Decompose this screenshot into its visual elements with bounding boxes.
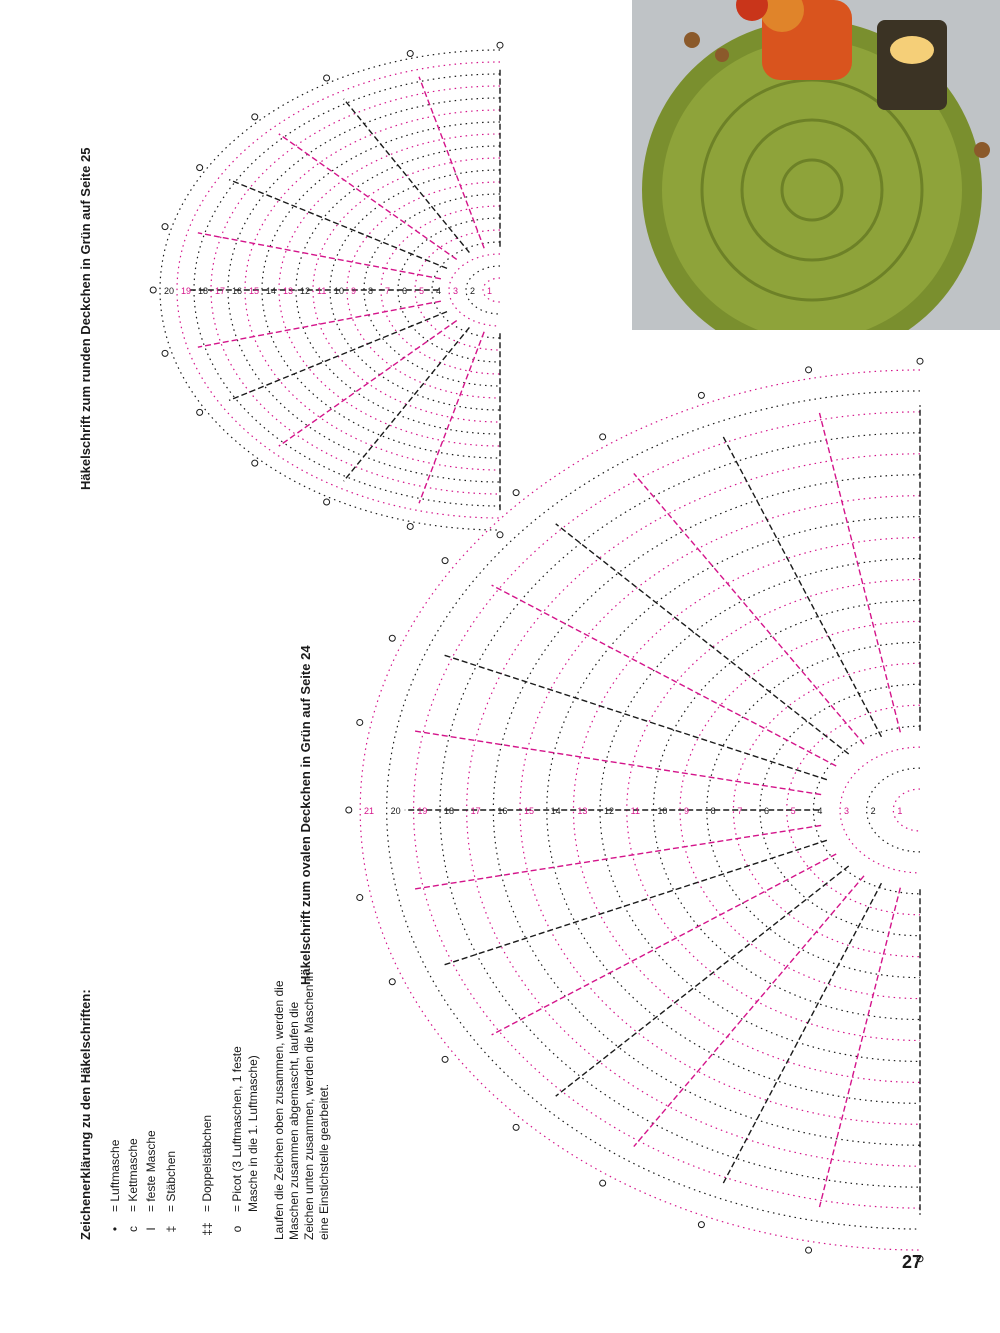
oval-spoke: [819, 413, 900, 732]
oval-round-label: 21: [364, 806, 375, 816]
oval-spoke: [819, 888, 900, 1207]
oval-picot: [917, 358, 923, 364]
oval-spoke: [415, 825, 821, 889]
round-picot: [162, 350, 168, 356]
oval-round-label: 3: [844, 806, 850, 816]
round-round-label: 15: [249, 286, 260, 296]
round-round-label: 6: [402, 286, 408, 296]
oval-round-label: 14: [550, 806, 561, 816]
round-spoke: [419, 77, 484, 249]
round-picot: [407, 523, 413, 529]
round-picot: [252, 460, 258, 466]
round-spoke: [279, 321, 457, 447]
oval-round-label: 13: [577, 806, 588, 816]
oval-round-label: 18: [444, 806, 455, 816]
oval-picot: [389, 635, 395, 641]
round-round-label: 19: [181, 286, 192, 296]
oval-picot: [513, 1124, 519, 1130]
round-chart-title: Häkelschrift zum runden Deckchen in Grün auf Seite 25: [78, 147, 93, 490]
round-round-label: 9: [351, 286, 357, 296]
round-picot: [162, 224, 168, 230]
round-picot: [252, 114, 258, 120]
legend-item-picot-cont: Masche in die 1. Luftmasche): [246, 1055, 260, 1212]
round-crochet-chart: [120, 40, 600, 580]
oval-picot: [357, 719, 363, 725]
round-round-label: 4: [436, 286, 442, 296]
round-round-label: 11: [317, 286, 327, 296]
round-picot: [497, 532, 503, 538]
oval-round-label: 15: [524, 806, 535, 816]
doily-photo: [632, 0, 1000, 330]
legend-item-kettmasche: c= Kettmasche: [126, 1138, 140, 1232]
round-round-label: 13: [283, 286, 294, 296]
round-round-6: [398, 218, 500, 362]
round-picot: [197, 409, 203, 415]
round-round-label: 20: [164, 286, 175, 296]
oval-chart-title: Häkelschrift zum ovalen Deckchen in Grün auf Seite 24: [298, 645, 313, 985]
legend-item-picot: o= Picot (3 Luftmaschen, 1 feste: [230, 1046, 244, 1233]
round-round-label: 10: [334, 286, 345, 296]
legend-item-luftmasche: •= Luftmasche: [108, 1139, 122, 1232]
oval-round-4: [813, 726, 920, 894]
oval-picot: [442, 1056, 448, 1062]
round-spoke: [419, 332, 484, 504]
oval-spoke: [492, 585, 837, 766]
oval-round-label: 17: [470, 806, 481, 816]
oval-round-label: 9: [684, 806, 690, 816]
round-round-label: 16: [232, 286, 243, 296]
legend-item-doppelstaebchen: ‡‡= Doppelstäbchen: [200, 1114, 214, 1236]
page-number: 27: [901, 1252, 922, 1272]
round-picot: [497, 42, 503, 48]
oval-spoke: [634, 876, 864, 1147]
oval-spoke: [492, 854, 837, 1035]
round-round-label: 3: [453, 286, 459, 296]
oval-picot: [698, 1222, 704, 1228]
legend-item-feste-masche: I= feste Masche: [144, 1130, 158, 1231]
oval-round-label: 5: [790, 806, 796, 816]
oval-round-label: 2: [870, 806, 876, 816]
oval-round-label: 12: [604, 806, 615, 816]
oval-spoke: [723, 883, 882, 1184]
round-round-label: 7: [385, 286, 391, 296]
oval-picot: [346, 807, 352, 813]
oval-spoke: [444, 655, 827, 780]
oval-round-label: 6: [764, 806, 770, 816]
round-round-label: 5: [419, 286, 425, 296]
round-round-label: 2: [470, 286, 476, 296]
oval-picot: [806, 1247, 812, 1253]
round-picot: [150, 287, 156, 293]
oval-picot: [389, 979, 395, 985]
oval-round-label: 8: [710, 806, 716, 816]
oval-picot: [600, 434, 606, 440]
legend-title: Zeichenerklärung zu den Häkelschriften:: [78, 989, 93, 1240]
oval-spoke: [723, 436, 882, 737]
oval-round-label: 20: [390, 806, 401, 816]
oval-spoke: [444, 840, 827, 965]
round-spoke: [229, 312, 447, 401]
round-spoke: [279, 134, 457, 260]
round-round-label: 8: [368, 286, 374, 296]
oval-round-label: 7: [737, 806, 743, 816]
oval-picot: [600, 1180, 606, 1186]
oval-spoke: [556, 866, 849, 1096]
oval-picot: [806, 367, 812, 373]
legend-note: Laufen die Zeichen oben zusammen, werden die Maschen zusammen abgemascht, laufen die Zeichen unten zusammen, werden die Maschen in eine Einstichstelle gearbeitet.: [272, 971, 331, 1240]
round-round-label: 12: [300, 286, 311, 296]
oval-round-label: 10: [657, 806, 668, 816]
round-round-label: 18: [198, 286, 209, 296]
oval-picot: [698, 392, 704, 398]
oval-round-label: 1: [897, 806, 903, 816]
oval-round-label: 4: [817, 806, 823, 816]
round-round-label: 17: [215, 286, 226, 296]
round-picot: [324, 75, 330, 81]
round-spoke: [229, 180, 447, 269]
oval-round-label: 19: [417, 806, 428, 816]
oval-round-label: 16: [497, 806, 508, 816]
legend-item-staebchen: ‡= Stäbchen: [164, 1150, 178, 1233]
doily-photo-image: [632, 0, 1000, 330]
oval-spoke: [634, 473, 864, 744]
round-spoke: [198, 233, 441, 279]
oval-round-6: [760, 684, 920, 935]
round-picot: [324, 499, 330, 505]
oval-round-3: [840, 747, 920, 873]
round-round-label: 1: [487, 286, 493, 296]
oval-round-label: 11: [630, 806, 641, 816]
round-round-label: 14: [266, 286, 277, 296]
oval-picot: [357, 895, 363, 901]
round-picot: [407, 51, 413, 57]
round-picot: [197, 165, 203, 171]
round-spoke: [344, 327, 470, 481]
